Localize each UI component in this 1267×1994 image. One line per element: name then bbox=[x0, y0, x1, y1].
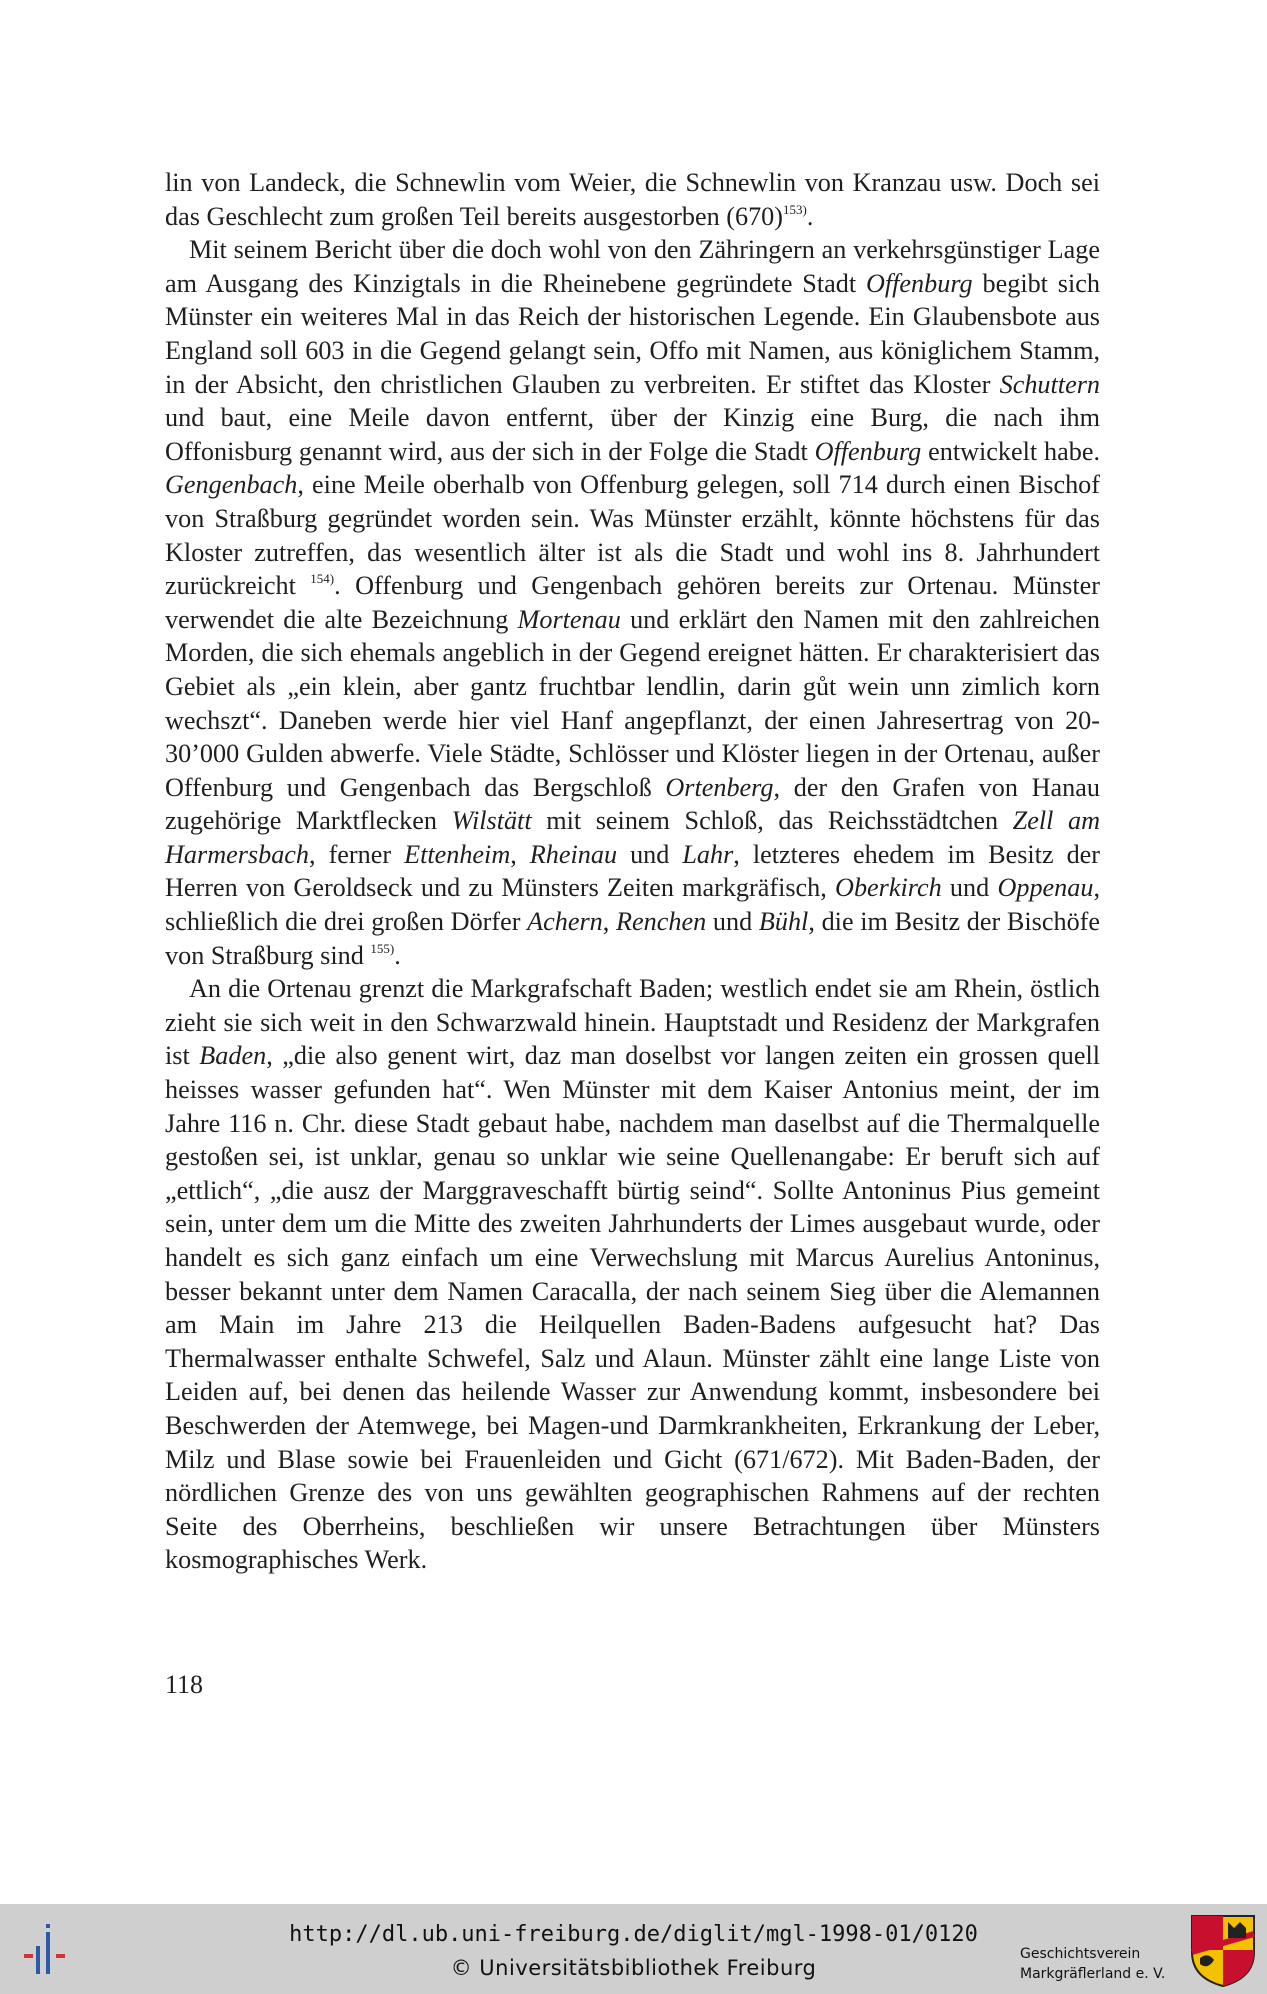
text-run: , die im Besitz der Bischöfe von Straßburg sind bbox=[165, 907, 1101, 970]
place-name: Wilstätt bbox=[451, 806, 532, 836]
place-name: Oberkirch bbox=[835, 873, 942, 903]
page-number: 118 bbox=[165, 1670, 204, 1699]
text-run: , letzteres ehedem im Besitz der Herren von Geroldseck und zu Münsters Zeiten markgräfisch, bbox=[165, 839, 1101, 903]
place-name: Schuttern bbox=[999, 369, 1100, 399]
footer-bar bbox=[0, 1904, 1267, 1994]
text-run: , bbox=[602, 907, 617, 937]
place-name: Renchen bbox=[616, 907, 707, 937]
text-run: entwickelt habe. bbox=[921, 436, 1100, 466]
text-run: . Offenburg und Gengenbach gehören bereits zur Ortenau. Münster verwendet die alte Bezeichnung bbox=[165, 571, 1100, 634]
place-name: Offenburg bbox=[865, 268, 973, 298]
place-name: Offenburg bbox=[814, 436, 922, 466]
text-run: An die Ortenau grenzt die Markgrafschaft Baden; westlich endet sie am Rhein, östlich zieht sie sich weit in den Schwarzwald hinein. Hauptstadt und Residenz der Markgrafen ist bbox=[165, 974, 1100, 1071]
text-run: , eine Meile oberhalb von Offenburg gelegen, soll 714 durch einen Bischof von Straßburg gegründet worden sein. Was Münster erzählt, könnte höchstens für das Kloster zutreffen, das wesentlich älter ist als die Stadt und wohl ins 8. Jahrhundert zurückreicht bbox=[165, 470, 1100, 601]
society-name bbox=[1020, 1944, 1180, 1984]
text-run: und baut, eine Meile davon entfernt, über der Kinzig eine Burg, die nach ihm Offonisburg genannt wird, aus der sich in der Folge die Stadt bbox=[165, 403, 1100, 466]
place-name: Rheinau bbox=[529, 839, 618, 869]
body-text bbox=[165, 166, 1100, 1577]
text-run: , der den Grafen von Hanau zugehörige Marktflecken bbox=[165, 772, 1100, 836]
markgraeflerland-crest-icon bbox=[1188, 1912, 1258, 1988]
place-name: Ettenheim bbox=[404, 839, 511, 869]
text-run: und bbox=[941, 873, 998, 903]
text-run: , schließlich die drei großen Dörfer bbox=[165, 873, 1100, 937]
text-run: begibt sich Münster ein weiteres Mal in das Reich der historischen Legende. Ein Glaubensbote aus England soll 603 in die Gegend gelangt sein, Offo mit Namen, aus königlichem Stamm, in der Absicht, den christlichen Glauben zu verbreiten. Er stiftet das Kloster bbox=[165, 268, 1100, 399]
text-run: und bbox=[617, 839, 683, 869]
text-run: , „die also genent wirt, daz man doselbst vor langen zeiten ein grossen quell heisses wasser gefunden hat“. Wen Münster mit dem Kaiser Antonius meint, der im Jahre 116 n. Chr. diese Stadt gebaut habe, nachdem man daselbst auf die Thermalquelle gestoßen sei, ist unklar, genau so unklar wie seine Quellenangabe: Er beruft sich auf „ettlich“, „die ausz der Marggraveschafft bürtig seind“. Sollte Antoninus Pius gemeint sein, unter dem um die Mitte des zweiten Jahrhunderts der Limes ausgebaut wurde, oder handelt es sich ganz einfach um eine Verwechslung mit Marcus Aurelius Antoninus, besser bekannt unter dem Namen Caracalla, der nach seinem Sieg über die Alemannen am Main im Jahre 213 die Heilquellen Baden-Badens aufgesucht hat? Das Thermalwasser enthalte Schwefel, Salz und Alaun. Münster zählt eine lange Liste von Leiden auf, bei denen das heilende Wasser zur Anwendung kommt, insbesondere bei Beschwerden der Atemwege, bei Magen-und Darmkrankheiten, Erkrankung der Leber, Milz und Blase sowie bei Frauenleiden und Gicht (671/672). Mit Baden-Baden, der nördlichen Grenze des von uns gewählten geographischen Rahmens auf der rechten Seite des Oberrheins, beschließen wir unsere Betrachtungen über Münsters kosmographisches Werk. bbox=[165, 1041, 1100, 1575]
place-name: Bühl bbox=[758, 907, 809, 937]
text-run: Mit seinem Bericht über die doch wohl von den Zähringern an verkehrsgünstiger Lage am Ausgang des Kinzigtals in die Rheinebene gegründete Stadt bbox=[165, 235, 1100, 298]
place-name: Achern bbox=[527, 907, 603, 937]
place-name: Gengenbach bbox=[165, 470, 298, 500]
copyright-notice: © Universitätsbibliothek Freiburg bbox=[450, 1956, 817, 1980]
place-name: Mortenau bbox=[517, 604, 621, 634]
society-name-line2: Markgräflerland e. V. bbox=[1020, 1966, 1166, 1982]
place-name: Baden bbox=[199, 1041, 267, 1071]
paragraph bbox=[165, 972, 1100, 1577]
paragraph bbox=[165, 166, 1100, 233]
footnote-marker: 153) bbox=[783, 201, 807, 217]
place-name: Lahr bbox=[682, 839, 734, 869]
text-run: . bbox=[806, 201, 814, 231]
paragraph bbox=[165, 233, 1100, 972]
text-run: mit seinem Schloß, das Reichsstädtchen bbox=[531, 806, 1013, 836]
text-run: und bbox=[706, 907, 759, 937]
footnote-marker: 154) bbox=[310, 571, 335, 587]
text-run: . bbox=[394, 940, 401, 970]
place-name: Zell am Harmersbach bbox=[165, 806, 1100, 869]
text-run: , bbox=[510, 839, 530, 869]
society-name-line1: Geschichtsverein bbox=[1020, 1946, 1141, 1962]
footnote-marker: 155) bbox=[370, 940, 395, 956]
text-run: lin von Landeck, die Schnewlin vom Weier, die Schnewlin von Kranzau usw. Doch sei das Geschlecht zum großen Teil bereits ausgestorben (670) bbox=[165, 168, 1100, 231]
source-url-link[interactable]: http://dl.ub.uni-freiburg.de/diglit/mgl-1998-01/0120 bbox=[289, 1922, 978, 1947]
text-run: und erklärt den Namen mit den zahlreichen Morden, die sich ehemals angeblich in der Gegend ereignet hätten. Er charakterisiert das Gebiet als „ein klein, aber gantz fruchtbar lendlin, darin gůt wein unn zimlich korn wechszt“. Daneben werde hier viel Hanf angepflanzt, der einen Jahresertrag von 20-30’000 Gulden abwerfe. Viele Städte, Schlösser und Klöster liegen in der Ortenau, außer Offenburg und Gengenbach das Bergschloß bbox=[165, 604, 1100, 802]
text-run: , ferner bbox=[309, 839, 405, 869]
place-name: Ortenberg bbox=[665, 772, 774, 802]
place-name: Oppenau bbox=[997, 873, 1094, 903]
